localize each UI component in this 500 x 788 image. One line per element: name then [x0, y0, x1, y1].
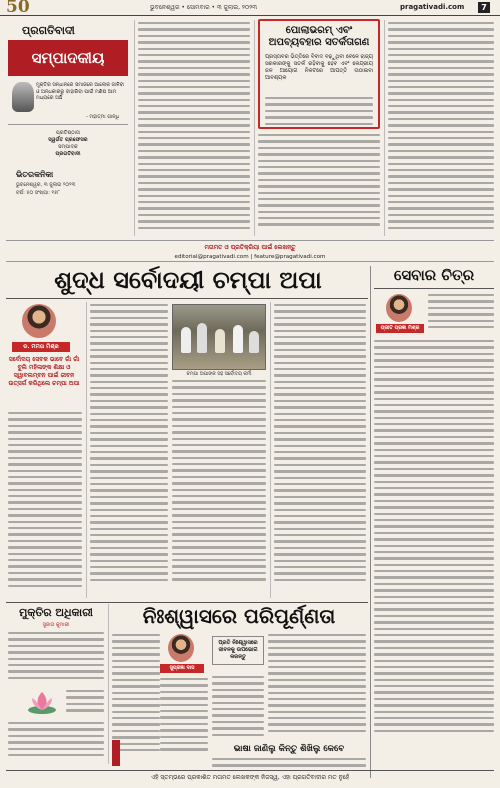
- editorial-column-1: [138, 22, 250, 234]
- editor-label: ସମ୍ପାଦକ: [58, 144, 78, 150]
- right-body: [374, 340, 494, 760]
- lotus-illustration: [22, 688, 62, 718]
- founder-label: ପ୍ରତିଷ୍ଠାତା: [55, 130, 81, 136]
- date-line: ଭୁବନେଶ୍ୱର • ସୋମବାର • ୩ ଜୁଲାଇ, ୨୦୨୩: [150, 4, 257, 11]
- bottom-col-4: [268, 634, 366, 740]
- main-col-1: [8, 412, 82, 598]
- volume: ବର୍ଷ: ୫୦ ସଂଖ୍ୟା: ୧୫୮: [16, 190, 60, 196]
- city: ଭିତରକନିକା: [16, 170, 54, 179]
- right-article-headline: ସେବାର ଚିତ୍ର: [393, 266, 475, 284]
- editorial-column-3: [388, 22, 494, 234]
- bottom-left-text-2: [66, 690, 104, 720]
- main-article-headline: ଶୁଦ୍ଧ ସର୍ବୋଦୟୀ ଚମ୍ପା ଅପା: [54, 265, 322, 294]
- main-author-photo: [22, 304, 56, 338]
- gandhi-portrait: [12, 82, 34, 112]
- top-article-headline: ପୋଲାଭରମ୍ ଏବଂ ଅପବ୍ୟବହାର ସତର୍କତାଗଣ: [268, 25, 370, 48]
- bottom-author-photo: [168, 634, 194, 662]
- footer-note: ଏହି ସ୍ତମ୍ଭରେ ପ୍ରକାଶିତ ମତାମତ ଲେଖକଙ୍କ ନିଜସ୍ୱ, ଏହା ପ୍ରଗତିବାଦୀର ମତ ନୁହେଁ: [150, 774, 350, 781]
- website[interactable]: pragativadi.com: [400, 3, 465, 11]
- bottom-left-headline: ମୁକ୍ତିର ଅଧିକାରୀ: [19, 606, 93, 619]
- section-title: ସମ୍ପାଦକୀୟ: [8, 40, 128, 76]
- main-author: ଡ. ମମତା ମିଶ୍ର: [12, 342, 70, 352]
- bottom-left-text-1: [8, 632, 104, 686]
- bottom-col-2: [160, 678, 208, 760]
- right-author: ପ୍ରୀତି ପ୍ରଜ୍ଞା ମିଶ୍ର: [376, 324, 424, 333]
- right-author-photo: [386, 294, 412, 322]
- main-col-3: [172, 380, 266, 598]
- right-intro: [428, 294, 494, 334]
- bottom-left-text-3: [8, 722, 104, 762]
- bottom-pullquote: ପ୍ରତି ନିଃଶ୍ୱାସରେ ଜୀବନକୁ ଉପଭୋଗ କରନ୍ତୁ: [212, 636, 264, 665]
- masthead: [0, 0, 500, 16]
- page-number: 7: [478, 2, 490, 13]
- contact-title: ମତାମତ ଓ ପ୍ରତିକ୍ରିୟା ପାଇଁ ଲେଖନ୍ତୁ: [204, 244, 296, 251]
- main-col-4: [274, 304, 366, 598]
- bottom-col-3: [212, 676, 264, 740]
- quote: ମୁକ୍ତିର ସନ୍ଧାନରେ ସମାଜରେ ଆଲୋକ ଜାଳିବା ଓ ଅନ୍ଧକାରରୁ ବାହାରିବା ପାଇଁ ମଣିଷ ଆମ ମଧ୍ୟରେ ଅଛି: [36, 82, 125, 101]
- editorial-column-2: [258, 134, 380, 234]
- bottom-main-headline: ନିଃଶ୍ୱାସରେ ପରିପୂର୍ଣ୍ଣତା: [142, 604, 336, 628]
- editor-name: ପ୍ରଗତିବାଦୀ: [55, 151, 81, 157]
- main-article-photo: [172, 304, 266, 370]
- founder-block: [16, 130, 120, 158]
- bottom-subhead: ଭାଷା ଜାଣିଲୁ କିନ୍ତୁ ଶିଖିଲୁ କେବେ: [233, 744, 345, 754]
- founder-name: ସ୍ୱର୍ଗତ ପ୍ରଫେସର: [48, 137, 88, 143]
- bottom-main-author: ସୁପ୍ରଜ୍ଞା ଦାସ: [160, 664, 204, 673]
- main-col-2: [90, 304, 168, 598]
- quote-author: - ମହାତ୍ମା ଗାନ୍ଧି: [86, 114, 120, 120]
- side-label: [112, 740, 120, 766]
- main-pullquote: ସର୍ବୋଦୟ ସେବକ ଭାବେ ଗାଁ ଗାଁ ବୁଲି ମହିଳାଙ୍କ ଶିକ୍ଷା ଓ ସ୍ୱାବଲମ୍ବନ ପାଇଁ ଜୀବନ ଉତ୍ସର୍ଗ କରିଥିଲେ ଚମ୍ପା ଅପା: [8, 356, 80, 387]
- nameplate: [6, 20, 130, 236]
- anniversary-logo: 50: [6, 0, 30, 17]
- paper-name: ପ୍ରଗତିବାଦୀ: [22, 24, 75, 37]
- top-article-box: [258, 19, 380, 129]
- top-article-deck: ପ୍ରସ୍ତାବର ଭିତ୍ତିରେ ବିବାଦ ବଢ଼ୁଥିବା ବେଳେ ରାଜ୍ୟ ସରକାରଙ୍କୁ ସତର୍କ ରହିବାକୁ ହେବ ଏବଂ କେନ୍ଦ୍ରୀୟ ଜଳ ଆୟୋଗ ନିକଟରେ ଆପତ୍ତି ଉଠାଇବା ଆବଶ୍ୟକ: [265, 54, 374, 81]
- issue-date: ଭୁବନେଶ୍ୱର, ୩ ଜୁଲାଇ ୨୦୨୩: [16, 182, 76, 188]
- contact-strip: [6, 240, 494, 262]
- main-photo-caption: ଚମ୍ପା ଅପାଙ୍କ ସହ ସର୍ବୋଦୟ କର୍ମୀ: [186, 372, 252, 377]
- contact-email[interactable]: editorial@pragativadi.com | feature@pragativadi.com: [174, 254, 326, 260]
- bottom-left-author: ସୁଜାତା କୁମାରୀ: [42, 622, 70, 628]
- bottom-col-5: [212, 758, 366, 768]
